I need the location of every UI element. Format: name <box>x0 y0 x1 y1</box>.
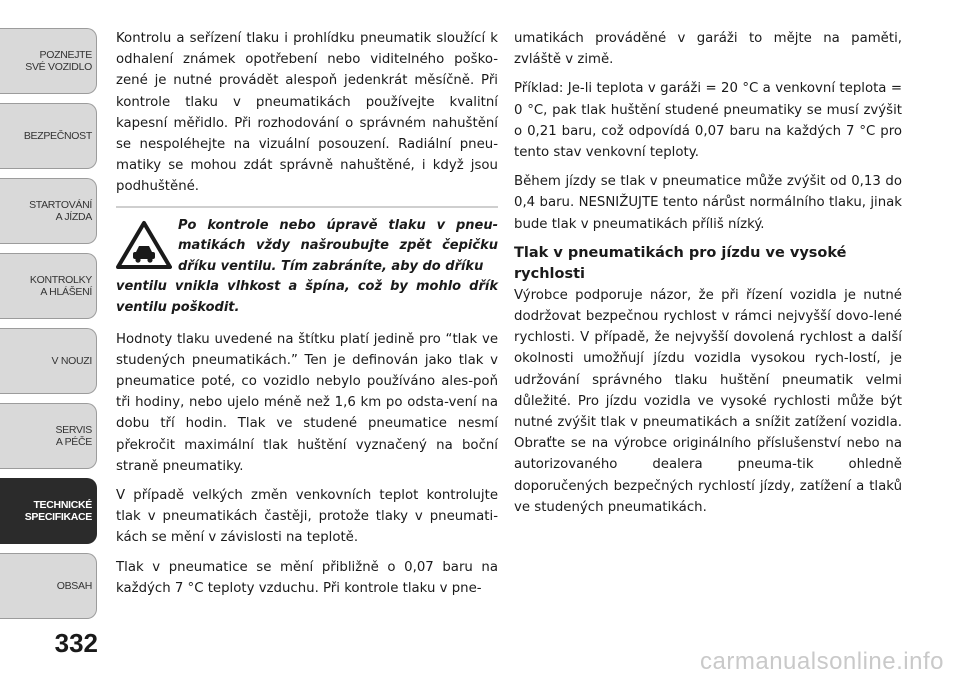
tab-bezpecnost[interactable]: BEZPEČNOST <box>0 103 97 169</box>
paragraph: Během jízdy se tlak v pneumatice může zvýšit od 0,13 do 0,4 baru. NESNIŽUJTE tento nárůst normálního tlaku, jinak bude tlak v pneumatikách příliš nízký. <box>514 174 902 232</box>
tab-startovani-a-jizda[interactable]: STARTOVÁNÍ A JÍZDA <box>0 178 97 244</box>
watermark: carmanualsonline.info <box>700 648 944 675</box>
tab-obsah[interactable]: OBSAH <box>0 553 97 619</box>
warning-triangle-car-icon <box>116 220 172 270</box>
paragraph: Výrobce podporuje názor, že při řízení vozidla je nutné dodržovat bezpečnou rychlost v rámci nejvyšší dovo-lené rychlosti. V případě, že nejvyšší dovolená rychlost a další okolnosti umožňují jízdu vozidla vysokou rych-lostí, je udržování správného tlaku huštění pneumatik velmi důležité. Pro jízdu vozidla ve vysoké rychlosti může být nutné zvýšit tlak v pneumatikách a snížit zatížení vozidla. Obraťte se na výrobce originálního příslušenství nebo na autorizovaného dealera pneuma-tik ohledně doporučených bezpečných rychlostí jízdy, zatížení a tlaků ve studených pneumatikách. <box>514 287 902 515</box>
chapter-sidebar <box>0 0 98 678</box>
warning-box <box>116 206 498 319</box>
paragraph: Příklad: Je-li teplota v garáži = 20 °C a venkovní teplota = 0 °C, pak tlak huštění studené pneumatiky se musí zvýšit o 0,21 baru, což odpovídá 0,07 baru na každých 7 °C pro tento stav venkovní teploty. <box>514 81 902 161</box>
paragraph: Tlak v pneumatice se mění přibližně o 0,07 baru na každých 7 °C teploty vzduchu. Při kontrole tlaku v pne- <box>116 559 498 596</box>
paragraph: V případě velkých změn venkovních teplot kontrolujte tlak v pneumatikách častěji, protože tlaky v pneumati-kách se mění v závislosti na teplotě. <box>116 488 498 546</box>
paragraph: Kontrolu a seřízení tlaku i prohlídku pneumatik sloužící k odhalení známek opotřebení nebo viditelného poško-zené je nutné provádět alespoň jedenkrát měsíčně. Při kontrole tlaku v pneumatikách používejte kvalitní kapesní měřidlo. Při rozhodování o správném nahuštění se nespoléhejte na vizuální posouzení. Radiální pneu-matiky se mohou zdát správně nahuštěné, i když jsou podhuštěné. <box>116 31 498 195</box>
tab-poznejte-sve-vozidlo[interactable]: POZNEJTE SVÉ VOZIDLO <box>0 28 97 94</box>
tab-servis-a-pece[interactable]: SERVIS A PÉČE <box>0 403 97 469</box>
tab-technicke-specifikace[interactable]: TECHNICKÉ SPECIFIKACE <box>0 478 97 544</box>
tab-kontrolky-a-hlaseni[interactable]: KONTROLKY A HLÁŠENÍ <box>0 253 97 319</box>
right-column <box>514 28 902 526</box>
page-number: 332 <box>54 628 98 658</box>
warning-text-tail: ventilu vnikla vlhkost a špína, což by mohlo dřík ventilu poškodit. <box>116 279 498 315</box>
paragraph: umatikách prováděné v garáži to mějte na paměti, zvláště v zimě. <box>514 31 902 68</box>
section-heading: Tlak v pneumatikách pro jízdu ve vysoké rychlosti <box>514 244 847 282</box>
warning-text-head: Po kontrole nebo úpravě tlaku v pneu-matikách vždy našroubujte zpět čepičku dříku ventilu. Tím zabráníte, aby do dříku <box>178 217 498 274</box>
paragraph: Hodnoty tlaku uvedené na štítku platí jedině pro “tlak ve studených pneumatikách.” Ten je definován jako tlak v pneumatice poté, co vozidlo nebylo používáno ales-poň tři hodiny, nebo ujelo méně než 1,6 km po odsta-vení na dobu tří hodin. Tlak ve studené pneumatice nesmí překročit maximální tlak huštění vyznačený na boční straně pneumatiky. <box>116 331 498 474</box>
tab-v-nouzi[interactable]: V NOUZI <box>0 328 97 394</box>
left-column <box>116 28 498 607</box>
